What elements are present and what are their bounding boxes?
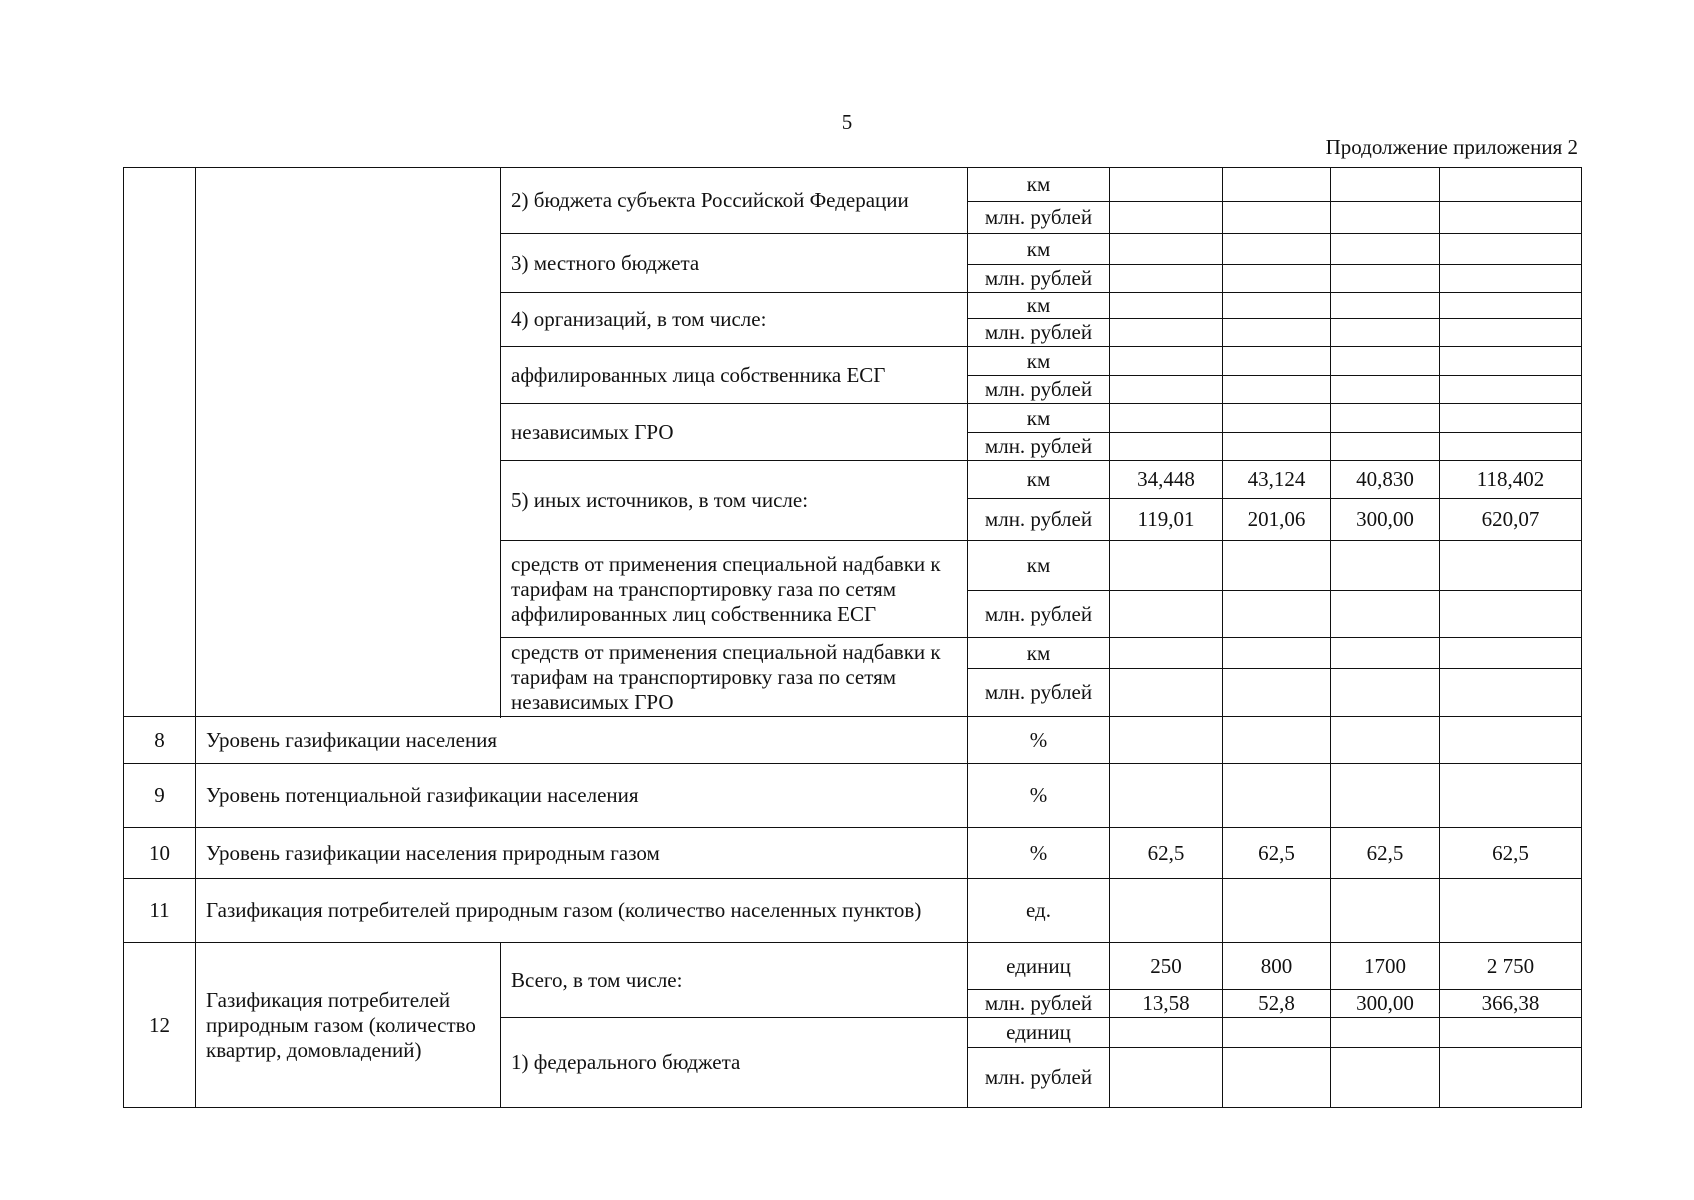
row-number: 9	[124, 764, 196, 828]
table-row	[124, 168, 1582, 202]
row-number: 10	[124, 828, 196, 879]
value-cell: 34,448	[1110, 461, 1223, 499]
unit-km: км	[968, 293, 1110, 319]
affiliated-label: аффилированных лица собственника ЕСГ	[501, 347, 968, 404]
unit-km: км	[968, 404, 1110, 433]
unit-percent: %	[968, 828, 1110, 879]
total-cell: 118,402	[1440, 461, 1582, 499]
unit-mln: млн. рублей	[968, 433, 1110, 461]
unit-mln: млн. рублей	[968, 1048, 1110, 1108]
local-budget-label: 3) местного бюджета	[501, 234, 968, 293]
table-row	[124, 717, 1582, 764]
value-cell: 62,5	[1331, 828, 1440, 879]
unit-mln: млн. рублей	[968, 591, 1110, 638]
surcharge-affiliated-label: средств от применения специальной надбавки к тарифам на транспортировку газа по сетям аффилированных лиц собственника ЕСГ	[501, 541, 968, 638]
unit-mln: млн. рублей	[968, 265, 1110, 293]
unit-mln: млн. рублей	[968, 669, 1110, 717]
unit-mln: млн. рублей	[968, 376, 1110, 404]
page-number: 5	[841, 110, 853, 134]
table-row	[124, 828, 1582, 879]
value-cell: 300,00	[1331, 499, 1440, 541]
organizations-label: 4) организаций, в том числе:	[501, 293, 968, 347]
value-cell: 52,8	[1223, 990, 1331, 1018]
indicator-label: Газификация потребителей природным газом (количество квартир, домовладений)	[196, 943, 501, 1108]
appendix-continuation-note: Продолжение приложения 2	[1325, 135, 1578, 159]
indicator-label: Газификация потребителей природным газом (количество населенных пунктов)	[196, 879, 968, 943]
federal-budget-label: 1) федерального бюджета	[501, 1018, 968, 1108]
indicator-label: Уровень потенциальной газификации населения	[196, 764, 968, 828]
unit-km: км	[968, 541, 1110, 591]
cell-indicator-empty	[196, 168, 501, 717]
unit-units: единиц	[968, 943, 1110, 990]
total-cell: 366,38	[1440, 990, 1582, 1018]
value-cell: 62,5	[1110, 828, 1223, 879]
indicator-label: Уровень газификации населения природным газом	[196, 828, 968, 879]
value-cell: 300,00	[1331, 990, 1440, 1018]
indicator-label: Уровень газификации населения	[196, 717, 968, 764]
unit-mln: млн. рублей	[968, 202, 1110, 234]
unit-km: км	[968, 347, 1110, 376]
unit-km: км	[968, 461, 1110, 499]
unit-percent: %	[968, 764, 1110, 828]
value-cell: 800	[1223, 943, 1331, 990]
subject-budget-label: 2) бюджета субъекта Российской Федерации	[501, 168, 968, 234]
value-cell: 1700	[1331, 943, 1440, 990]
row-number: 12	[124, 943, 196, 1108]
row-number: 11	[124, 879, 196, 943]
value-cell: 40,830	[1331, 461, 1440, 499]
table-row	[124, 764, 1582, 828]
other-sources-label: 5) иных источников, в том числе:	[501, 461, 968, 541]
unit-percent: %	[968, 717, 1110, 764]
total-cell: 2 750	[1440, 943, 1582, 990]
unit-mln: млн. рублей	[968, 990, 1110, 1018]
cell-number-empty	[124, 168, 196, 717]
value-cell: 119,01	[1110, 499, 1223, 541]
row-number: 8	[124, 717, 196, 764]
unit-units: единиц	[968, 1018, 1110, 1048]
value-cell: 201,06	[1223, 499, 1331, 541]
unit-mln: млн. рублей	[968, 319, 1110, 347]
table-row	[124, 879, 1582, 943]
value-cell: 13,58	[1110, 990, 1223, 1018]
unit-km: км	[968, 638, 1110, 669]
unit-km: км	[968, 234, 1110, 265]
value-cell: 250	[1110, 943, 1223, 990]
unit-km: км	[968, 168, 1110, 202]
independent-gro-label: независимых ГРО	[501, 404, 968, 461]
value-cell: 62,5	[1223, 828, 1331, 879]
unit-ed: ед.	[968, 879, 1110, 943]
total-label: Всего, в том числе:	[501, 943, 968, 1018]
surcharge-independent-label: средств от применения специальной надбавки к тарифам на транспортировку газа по сетям независимых ГРО	[501, 638, 968, 717]
unit-mln: млн. рублей	[968, 499, 1110, 541]
value-cell: 43,124	[1223, 461, 1331, 499]
total-cell: 62,5	[1440, 828, 1582, 879]
total-cell: 620,07	[1440, 499, 1582, 541]
table-row	[124, 943, 1582, 990]
gasification-table	[123, 167, 1582, 1108]
